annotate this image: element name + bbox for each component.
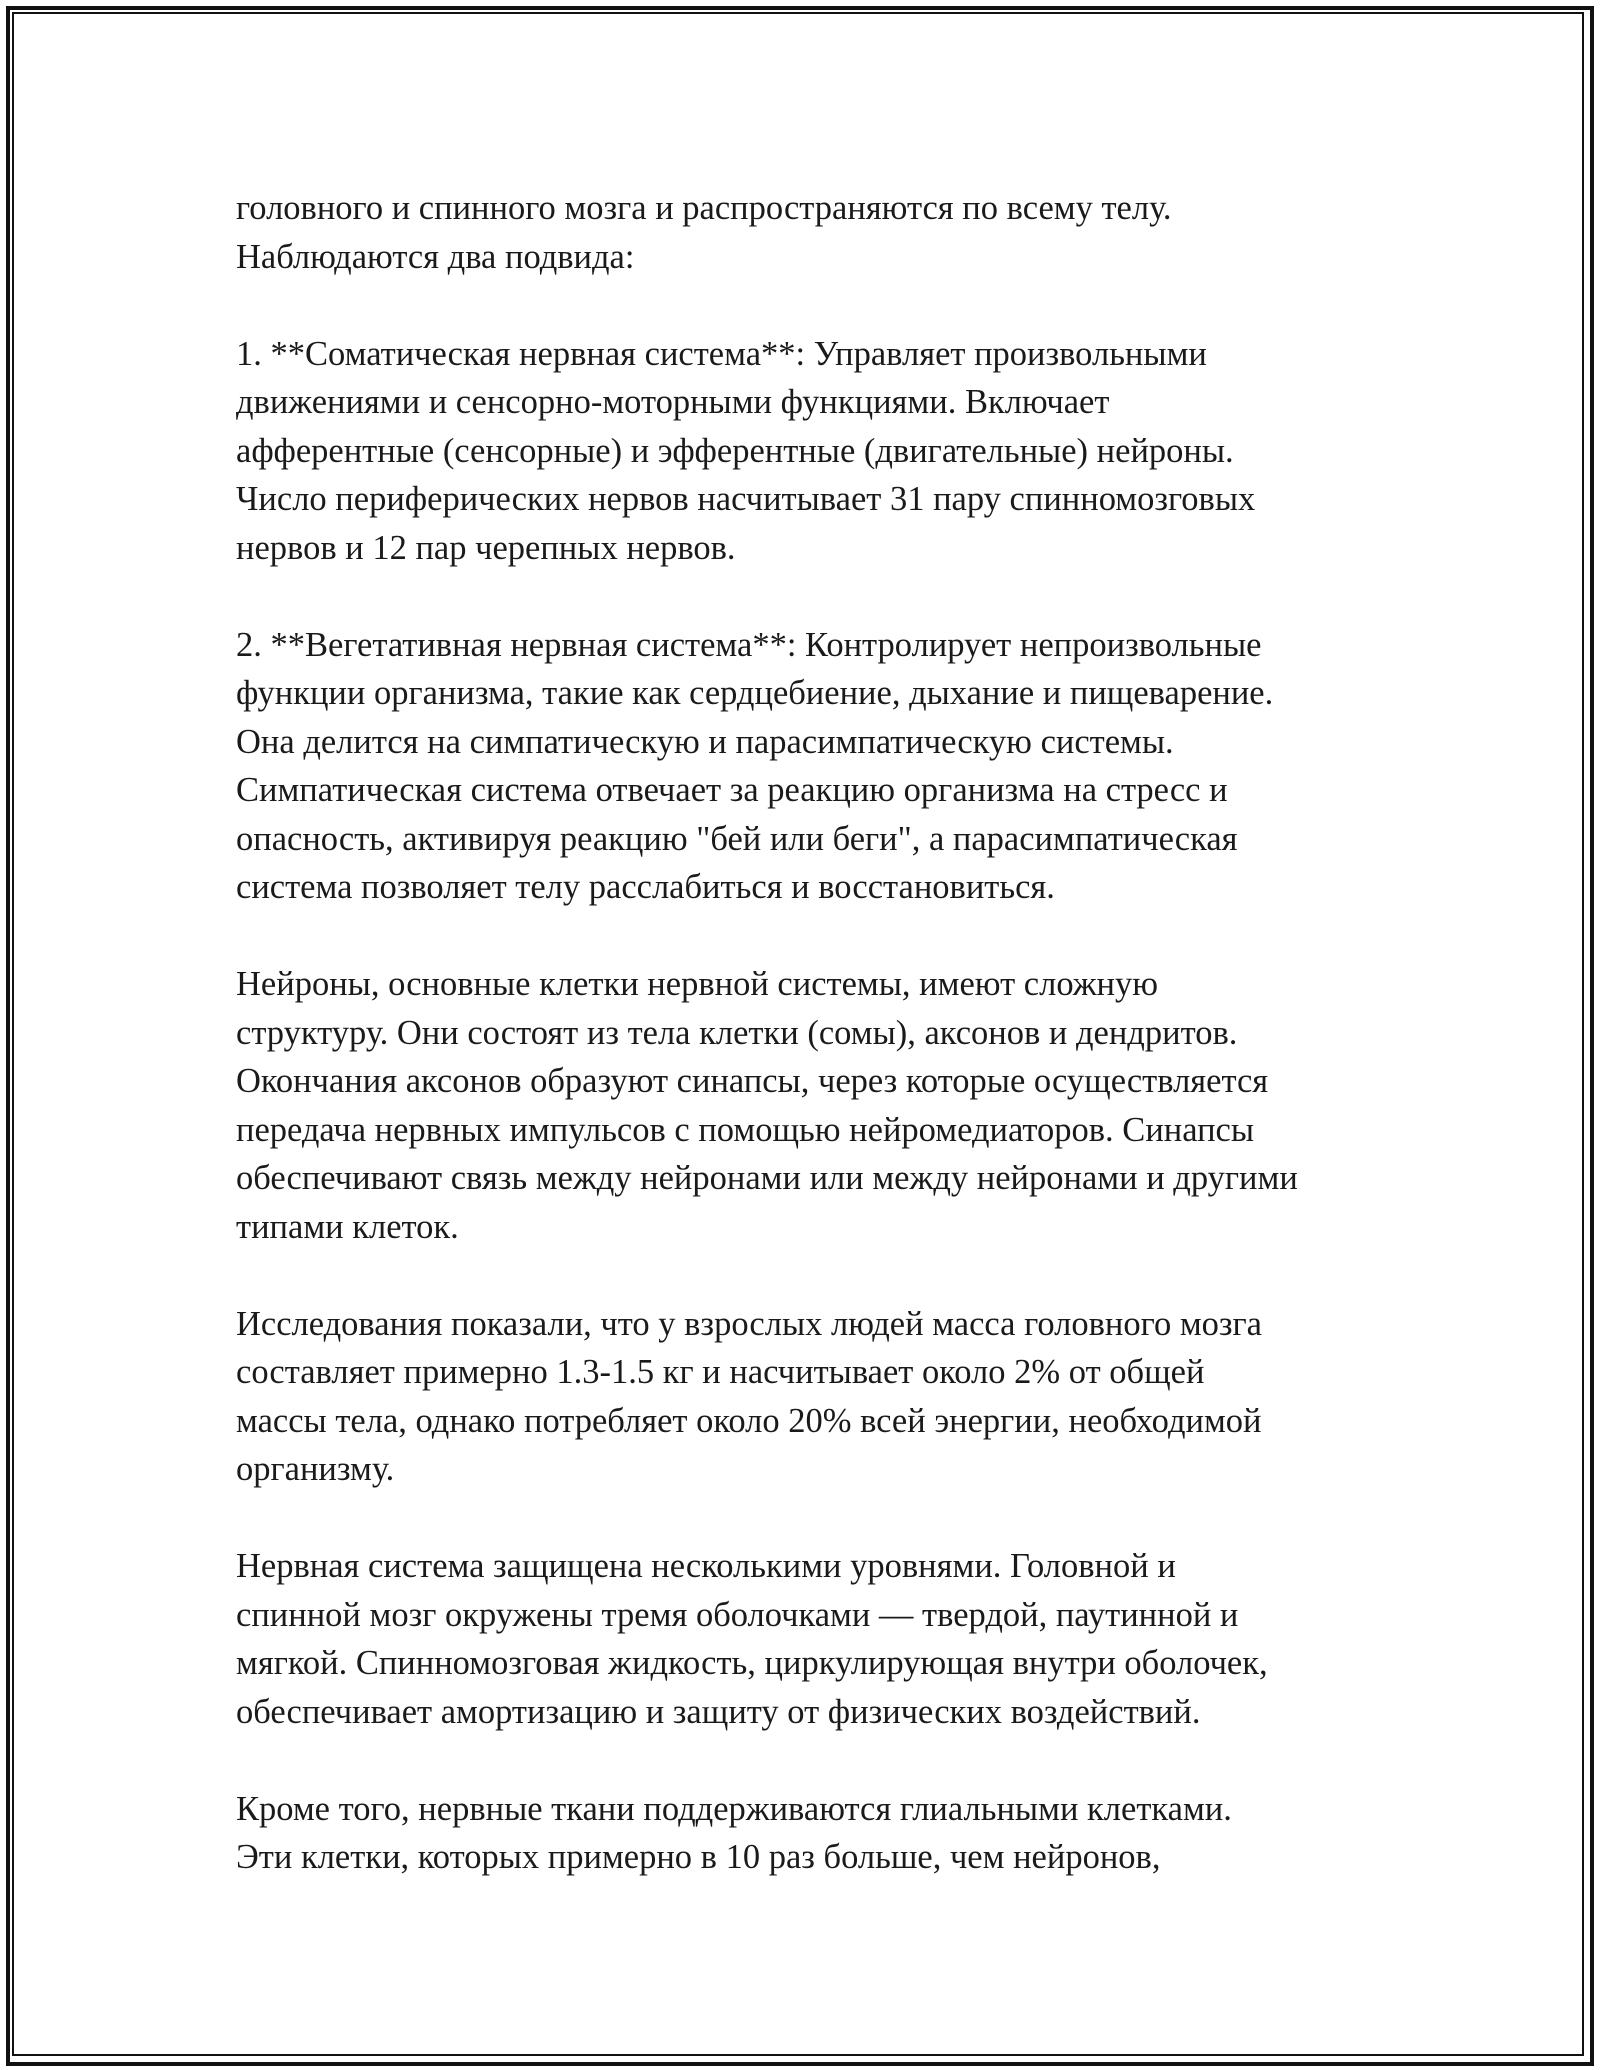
text-line: Симпатическая система отвечает за реакцию организма на стресс и bbox=[236, 771, 1228, 809]
text-line: движениями и сенсорно-моторными функциями. Включает bbox=[236, 383, 1110, 421]
text-line: обеспечивают связь между нейронами или между нейронами и другими bbox=[236, 1159, 1298, 1197]
text-line: Она делится на симпатическую и парасимпатическую системы. bbox=[236, 722, 1174, 761]
paragraph-neurons bbox=[236, 960, 1396, 1251]
text-line: организму. bbox=[236, 1450, 395, 1488]
text-line: обеспечивает амортизацию и защиту от физических воздействий. bbox=[236, 1692, 1201, 1731]
paragraph-somatic bbox=[236, 330, 1396, 573]
text-line: Эти клетки, которых примерно в 10 раз больше, чем нейронов, bbox=[236, 1838, 1161, 1876]
text-line: Число периферических нервов насчитывает 31 пару спинномозговых bbox=[236, 480, 1256, 518]
text-line: Нейроны, основные клетки нервной системы, имеют сложную bbox=[236, 965, 1159, 1003]
paragraph-protection bbox=[236, 1542, 1396, 1736]
text-line: Кроме того, нервные ткани поддерживаются глиальными клетками. bbox=[236, 1789, 1232, 1828]
text-line: составляет примерно 1.3-1.5 кг и насчитывает около 2% от общей bbox=[236, 1353, 1205, 1391]
text-line: 2. **Вегетативная нервная система**: Контролирует непроизвольные bbox=[236, 625, 1262, 664]
text-line: нервов и 12 пар черепных нервов. bbox=[236, 528, 736, 567]
text-line: структуру. Они состоят из тела клетки (сомы), аксонов и дендритов. bbox=[236, 1013, 1238, 1052]
text-line: массы тела, однако потребляет около 20% всей энергии, необходимой bbox=[236, 1401, 1262, 1440]
text-line: 1. **Соматическая нервная система**: Управляет произвольными bbox=[236, 334, 1207, 373]
text-line: функции организма, такие как сердцебиение, дыхание и пищеварение. bbox=[236, 674, 1274, 712]
paragraph-brain-mass bbox=[236, 1300, 1396, 1494]
text-line: Наблюдаются два подвида: bbox=[236, 237, 635, 276]
document-body bbox=[236, 184, 1396, 1882]
text-line: опасность, активируя реакцию "бей или беги", а парасимпатическая bbox=[236, 819, 1238, 858]
text-line: Окончания аксонов образуют синапсы, через которые осуществляется bbox=[236, 1062, 1269, 1100]
paragraph-intro bbox=[236, 184, 1396, 281]
text-line: Исследования показали, что у взрослых людей масса головного мозга bbox=[236, 1304, 1262, 1343]
text-line: система позволяет телу расслабиться и восстановиться. bbox=[236, 868, 1055, 906]
paragraph-autonomic bbox=[236, 621, 1396, 912]
text-line: спинной мозг окружены тремя оболочками — твердой, паутинной и bbox=[236, 1595, 1239, 1634]
text-line: Нервная система защищена несколькими уровнями. Головной и bbox=[236, 1547, 1176, 1585]
paragraph-glial bbox=[236, 1785, 1396, 1882]
text-line: мягкой. Спинномозговая жидкость, циркулирующая внутри оболочек, bbox=[236, 1644, 1268, 1682]
text-line: афферентные (сенсорные) и эфферентные (двигательные) нейроны. bbox=[236, 431, 1234, 470]
text-line: типами клеток. bbox=[236, 1207, 459, 1246]
text-line: головного и спинного мозга и распространяются по всему телу. bbox=[236, 189, 1172, 227]
text-line: передача нервных импульсов с помощью нейромедиаторов. Синапсы bbox=[236, 1110, 1255, 1149]
